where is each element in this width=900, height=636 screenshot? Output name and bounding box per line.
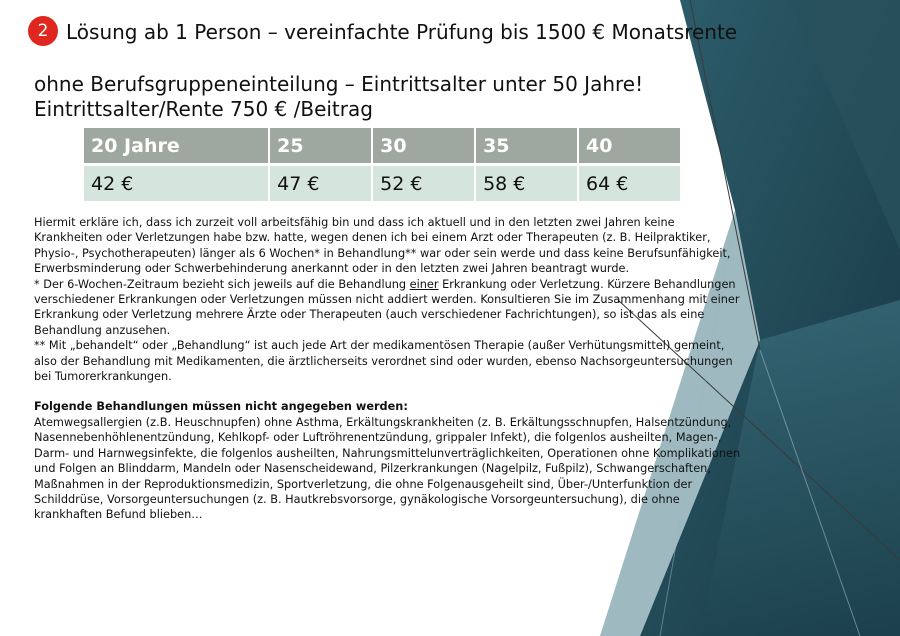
age-header-cell: 35 bbox=[476, 128, 577, 166]
footnote-six-weeks bbox=[34, 277, 744, 339]
age-header-cell: 40 bbox=[579, 128, 680, 166]
age-header-cell: 30 bbox=[373, 128, 474, 166]
step-number-badge: 2 bbox=[28, 16, 58, 46]
age-header-row bbox=[84, 128, 680, 166]
age-header-cell: 25 bbox=[270, 128, 371, 166]
premium-value-row bbox=[84, 166, 680, 201]
subtitle-line-1: ohne Berufsgruppeneinteilung – Eintrittsalter unter 50 Jahre! bbox=[34, 72, 644, 96]
subtitle-block bbox=[34, 72, 643, 122]
declaration-paragraph: Hiermit erkläre ich, dass ich zurzeit voll arbeitsfähig bin und dass ich aktuell und in den letzten zwei Jahren keine Krankheiten oder Verletzungen habe bzw. hatte, wegen denen ich bei einem Arzt oder Therapeuten (z. B. Heilpraktiker, Physio-, Psychotherapeuten) länger als 6 Wochen* in Behandlung** war oder sein werde und dass keine Berufsunfähigkeit, Erwerbsminderung oder Schwerbehinderung anerkannt oder in den letzten zwei Jahren beantragt wurde. bbox=[34, 216, 731, 276]
premium-value-cell: 52 € bbox=[373, 166, 474, 201]
exceptions-list: Atemwegsallergien (z.B. Heuschnupfen) ohne Asthma, Erkältungskrankheiten (z. B. Erkältungsschnupfen, Halsentzündung, Nasennebenhöhlenentzündung, Kehlkopf- oder Luftröhrenentzündung, grippaler Infekt), die folgenlos ausheilten, Magen-, Darm- und Harnwegsinfekte, die folgenlos ausheilten, Nahrungsmittelunverträglichkeiten, Operationen ohne Komplikationen und Folgen an Blinddarm, Mandeln oder Nasenscheidewand, Pilzerkrankungen (Nagelpilz, Fußpilz), Schwangerschaften, Maßnahmen in der Reproduktionsmedizin, Sportverletzung, die ohne Folgenausgeheilt sind, Über-/Unterfunktion der Schilddrüse, Vorsorgeuntersuchungen (z. B. Hautkrebsvorsorge, gynäkologische Vorsorgeuntersuchung), die ohne krankhaften Befund blieben… bbox=[34, 415, 741, 522]
exceptions-heading: Folgende Behandlungen müssen nicht angegeben werden: bbox=[34, 400, 408, 414]
underlined-word: einer bbox=[409, 277, 439, 291]
subtitle-line-2: Eintrittsalter/Rente 750 € /Beitrag bbox=[34, 97, 373, 121]
age-header-cell: 20 Jahre bbox=[84, 128, 268, 166]
premium-value-cell: 42 € bbox=[84, 166, 268, 201]
premium-value-cell: 47 € bbox=[270, 166, 371, 201]
footnote-treatment: ** Mit „behandelt“ oder „Behandlung“ ist auch jede Art der medikamentösen Therapie (außer Verhütungsmittel) gemeint, also der Behandlung mit Medikamenten, die ärztlicherseits verordnet sind oder wurden, ebenso Nachsorgeuntersuchungen bei Tumorerkrankungen. bbox=[34, 339, 733, 384]
page-title: Lösung ab 1 Person – vereinfachte Prüfung bis 1500 € Monatsrente bbox=[66, 20, 738, 44]
premium-table bbox=[82, 128, 682, 201]
premium-value-cell: 58 € bbox=[476, 166, 577, 201]
declaration-text-block bbox=[34, 215, 744, 523]
footnote-text: * Der 6-Wochen-Zeitraum bezieht sich jeweils auf die Behandlung bbox=[34, 277, 410, 291]
premium-value-cell: 64 € bbox=[579, 166, 680, 201]
footnote-text: Erkrankung oder Verletzung. Kürzere Behandlungen verschiedener Erkrankungen oder Verletzungen müssen nicht addiert werden. Konsultieren Sie im Zusammenhang mit einer Erkrankung oder Verletzung mehrere Ärzte oder Therapeuten (auch verschiedener Fachrichtungen), so ist das als eine Behandlung anzusehen. bbox=[34, 277, 740, 337]
